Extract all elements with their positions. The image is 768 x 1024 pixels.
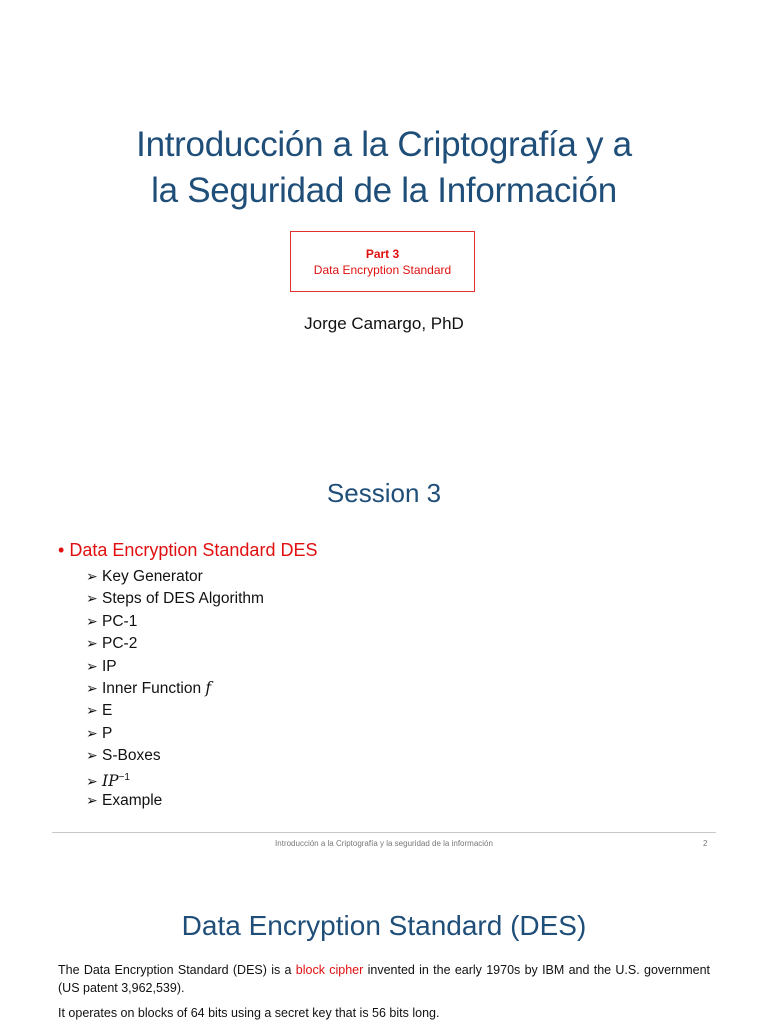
footer-text: Introducción a la Criptografía y la seguridad de la información	[275, 839, 493, 848]
list-item-text: P	[102, 724, 113, 742]
session-heading: Session 3	[326, 478, 442, 508]
list-item-text: E	[102, 702, 113, 720]
arrow-bullet-icon: ➢	[86, 635, 98, 652]
arrow-bullet-icon: ➢	[86, 568, 98, 584]
arrow-bullet-icon: ➢	[86, 791, 98, 808]
part-box	[290, 231, 475, 292]
list-item-text: IP	[102, 771, 119, 790]
list-item	[86, 677, 264, 699]
arrow-bullet-icon: ➢	[86, 772, 98, 789]
list-item	[86, 699, 264, 721]
list-item-text: S-Boxes	[102, 747, 161, 765]
list-item-text: PC-2	[102, 635, 138, 653]
main-bullet	[58, 540, 317, 561]
author-name: Jorge Camargo, PhD	[304, 314, 464, 333]
list-item-text: Key Generator	[102, 568, 203, 585]
list-item	[86, 610, 264, 632]
list-item	[86, 655, 264, 677]
topic-list	[86, 565, 264, 811]
list-item-text: PC-1	[102, 612, 138, 630]
arrow-bullet-icon: ➢	[86, 702, 98, 719]
list-item-text: Inner Function	[102, 679, 202, 697]
list-item	[86, 565, 264, 587]
highlight-block-cipher: block cipher	[295, 963, 364, 977]
main-bullet-text: Data Encryption Standard DES	[69, 540, 318, 560]
list-item-text: IP	[102, 657, 117, 675]
arrow-bullet-icon: ➢	[86, 612, 98, 629]
footer-divider	[52, 832, 716, 833]
list-item-text: Steps of DES Algorithm	[102, 590, 264, 608]
part-label: Part 3	[365, 247, 400, 261]
list-item-text: Example	[102, 791, 163, 809]
arrow-bullet-icon: ➢	[86, 747, 98, 764]
title-line-2: la Seguridad de la Información	[151, 171, 617, 210]
inverse-exponent: −1	[118, 771, 130, 783]
arrow-bullet-icon: ➢	[86, 657, 98, 674]
arrow-bullet-icon: ➢	[86, 724, 98, 741]
arrow-bullet-icon: ➢	[86, 590, 98, 607]
list-item	[86, 789, 264, 811]
part-subtitle: Data Encryption Standard	[313, 263, 452, 277]
function-symbol: f	[205, 678, 212, 697]
page-title	[0, 122, 768, 214]
section-heading: Data Encryption Standard (DES)	[181, 910, 587, 941]
list-item	[86, 767, 264, 789]
paragraph-text: invented in the early 1970s by IBM and the U.S. government (US patent 3,962,539).	[58, 963, 710, 995]
bullet-dot-icon: •	[58, 540, 65, 560]
list-item	[86, 587, 264, 609]
list-item	[86, 632, 264, 654]
paragraph-text: The Data Encryption Standard (DES) is a	[58, 963, 296, 977]
list-item	[86, 722, 264, 744]
page-number: 2	[703, 839, 708, 848]
paragraph-block-size: It operates on blocks of 64 bits using a secret key that is 56 bits long.	[58, 1006, 440, 1020]
list-item	[86, 744, 264, 766]
paragraph-des-intro	[58, 961, 710, 997]
arrow-bullet-icon: ➢	[86, 679, 98, 696]
title-line-1: Introducción a la Criptografía y a	[136, 125, 632, 164]
